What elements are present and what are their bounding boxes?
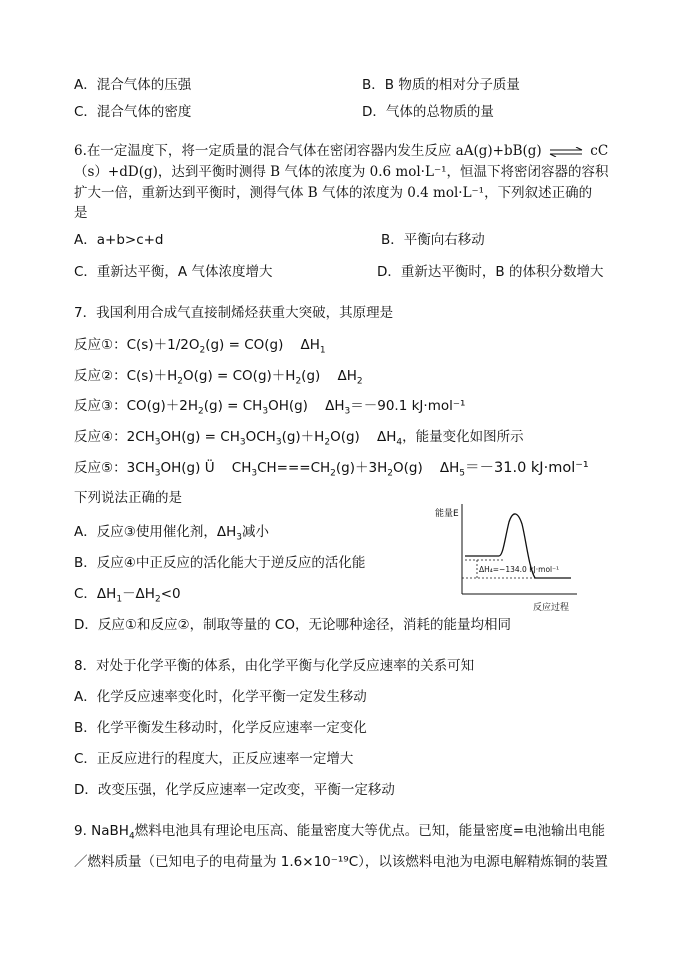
- q7-option-d: D．反应①和反应②，制取等量的 CO，无论哪种途径，消耗的能量均相同: [74, 617, 511, 633]
- q6-option-a: A．a+b>c+d: [74, 232, 164, 248]
- reaction-equation-d: CH===CH: [257, 460, 331, 476]
- reaction-equation-mid: (g) = CH: [203, 398, 263, 414]
- q7-question: 下列说法正确的是: [74, 490, 182, 506]
- reaction-equation: C(s)＋1/2O: [126, 337, 200, 353]
- q6-line1-text: 6.在一定温度下，将一定质量的混合气体在密闭容器内发生反应 aA(g)+bB(g): [74, 143, 542, 159]
- q5-option-a: A．混合气体的压强: [74, 77, 192, 93]
- q6-line1-product: cC: [590, 143, 609, 159]
- delta-h: ΔH: [337, 368, 357, 384]
- q7-reaction-3: 反应③：$CO(g)+2H_2(g) = CH_3OH(g)$ $\Delta H_3=-90.1$ kJ·mol⁻¹: [74, 398, 466, 417]
- reaction-note: ，能量变化如图所示: [402, 429, 524, 445]
- q6-stem-line2: （s）+dD(g)，达到平衡时测得 B 气体的浓度为 0.6 mol·L⁻¹，恒温下将密闭容器的容积: [74, 164, 609, 180]
- reaction-label: 反应①：: [74, 337, 127, 353]
- reaction-equation-c: OCH: [245, 429, 276, 445]
- option-c-mid: －ΔH: [122, 586, 155, 602]
- option-a-tail: 减小: [241, 524, 269, 540]
- q6-option-b: B．平衡向右移动: [381, 232, 485, 248]
- delta-h-subscript: 2: [356, 376, 363, 387]
- delta-h: ΔH: [300, 337, 320, 353]
- reaction-process-label: 反应过程: [533, 603, 570, 613]
- q6-stem-line1: [74, 143, 608, 159]
- reaction-equation-e: O(g): [330, 429, 360, 445]
- delta-h-subscript: 1: [319, 345, 326, 356]
- reaction-equation: 3CH: [126, 460, 155, 476]
- q9-line1-rest: 燃料电池具有理论电压高、能量密度大等优点。已知，能量密度=电池输出电能: [134, 823, 606, 839]
- q7-stem: 7．我国利用合成气直接制烯烃获重大突破，其原理是: [74, 305, 394, 321]
- q7-option-b: B．反应④中正反应的活化能大于逆反应的活化能: [74, 555, 366, 571]
- q8-option-a: A．化学反应速率变化时，化学平衡一定发生移动: [74, 689, 367, 705]
- q6-stem-line3: 扩大一倍，重新达到平衡时，测得气体 B 气体的浓度为 0.4 mol·L⁻¹，下列叙述正确的: [74, 185, 593, 201]
- q8-stem: 8．对处于化学平衡的体系，由化学平衡与化学反应速率的关系可知: [74, 658, 475, 674]
- q8-option-c: C．正反应进行的程度大，正反应速率一定增大: [74, 751, 354, 767]
- q7-reaction-4: 反应④：$2CH_3OH(g) = CH_3OCH_3(g)+H_2O(g)$ $\Delta H_4$，能量变化如图所示: [74, 429, 524, 448]
- q6-option-d: D．重新达平衡时，B 的体积分数增大: [377, 264, 604, 280]
- delta-h-annotation: ΔH₄=−134.0 kJ·mol⁻¹: [479, 565, 560, 574]
- reaction-equation-b: OH(g): [160, 460, 201, 476]
- q5-option-d: D．气体的总物质的量: [362, 104, 494, 120]
- energy-axis-label: 能量E: [435, 509, 459, 519]
- reaction-label: 反应③：: [74, 398, 127, 414]
- reaction-equation-f: O(g): [392, 460, 423, 476]
- option-c-tail: <0: [160, 586, 181, 602]
- delta-h-subscript: 4: [396, 437, 403, 448]
- reaction-equation-e: (g)＋3H: [335, 460, 388, 476]
- q8-option-b: B．化学平衡发生移动时，化学反应速率一定变化: [74, 720, 367, 736]
- reaction-label: 反应⑤：: [74, 460, 127, 476]
- delta-h: ΔH: [439, 460, 460, 476]
- q8-option-d: D．改变压强，化学反应速率一定改变，平衡一定移动: [74, 782, 395, 798]
- delta-h-subscript: 3: [344, 406, 351, 417]
- reaction-label: 反应②：: [74, 368, 127, 384]
- q7-reaction-2: 反应②：$C(s)+H_2O(g) = CO(g)+H_2(g)$ $\Delta H_2$: [74, 368, 363, 387]
- q9-stem-line2: ／燃料质量（已知电子的电荷量为 1.6×10⁻¹⁹C），以该燃料电池为电源电解精炼铜的装置: [74, 854, 608, 870]
- reaction-equation: CO(g)＋2H: [126, 398, 199, 414]
- delta-h-value: ＝－90.1 kJ·mol⁻¹: [350, 398, 466, 414]
- q7-reaction-5: 反应⑤：$3CH_3OH(g)$ Ü $CH_3CH===CH_2(g)+3H_2O(g)$ $\Delta H_5=-31.0$ kJ·mol⁻¹: [74, 460, 589, 479]
- q5-option-b: B．B 物质的相对分子质量: [362, 77, 520, 93]
- option-a-text: A．反应③使用催化剂，ΔH: [74, 524, 237, 540]
- reaction-equation-rest: (g): [301, 368, 321, 384]
- delta-h: ΔH: [325, 398, 345, 414]
- catalyst-arrow-glyph: Ü: [204, 460, 215, 476]
- reaction-equation-d: (g)＋H: [281, 429, 325, 445]
- q7-reaction-1: 反应①：$C(s)+1/2O_2(g) = CO(g)$ $\Delta H_1$: [74, 337, 326, 356]
- option-c-text: C．ΔH: [74, 586, 117, 602]
- q7-option-c: C．$\Delta H_1-\Delta H_2<0$: [74, 586, 181, 605]
- reaction-label: 反应④：: [74, 429, 127, 445]
- delta-h: ΔH: [376, 429, 397, 445]
- reaction-equation-rest: OH(g): [268, 398, 308, 414]
- q6-option-c: C．重新达平衡，A 气体浓度增大: [74, 264, 273, 280]
- reaction-equation-rest: (g) = CO(g): [205, 337, 284, 353]
- q9-stem-line1: 9. NaBH$_4$燃料电池具有理论电压高、能量密度大等优点。已知，能量密度=电池输出电能: [74, 823, 606, 842]
- energy-diagram: [425, 498, 585, 616]
- reaction-equation-mid: O(g) = CO(g)＋H: [183, 368, 296, 384]
- reversible-arrow-icon: [549, 147, 583, 157]
- reaction-equation: C(s)＋H: [126, 368, 178, 384]
- delta-h-subscript: 5: [459, 468, 466, 479]
- q5-option-c: C．混合气体的密度: [74, 104, 192, 120]
- reaction-equation-c: CH: [231, 460, 252, 476]
- q7-option-a: [74, 524, 269, 543]
- reaction-equation-b: OH(g) = CH: [160, 429, 240, 445]
- q6-stem-line4: 是: [74, 205, 88, 221]
- reaction-equation: 2CH: [126, 429, 155, 445]
- delta-h-value: ＝－31.0 kJ·mol⁻¹: [465, 460, 589, 476]
- option-a-subscript: 3: [236, 532, 242, 543]
- q9-line1-text: 9. NaBH: [74, 823, 129, 839]
